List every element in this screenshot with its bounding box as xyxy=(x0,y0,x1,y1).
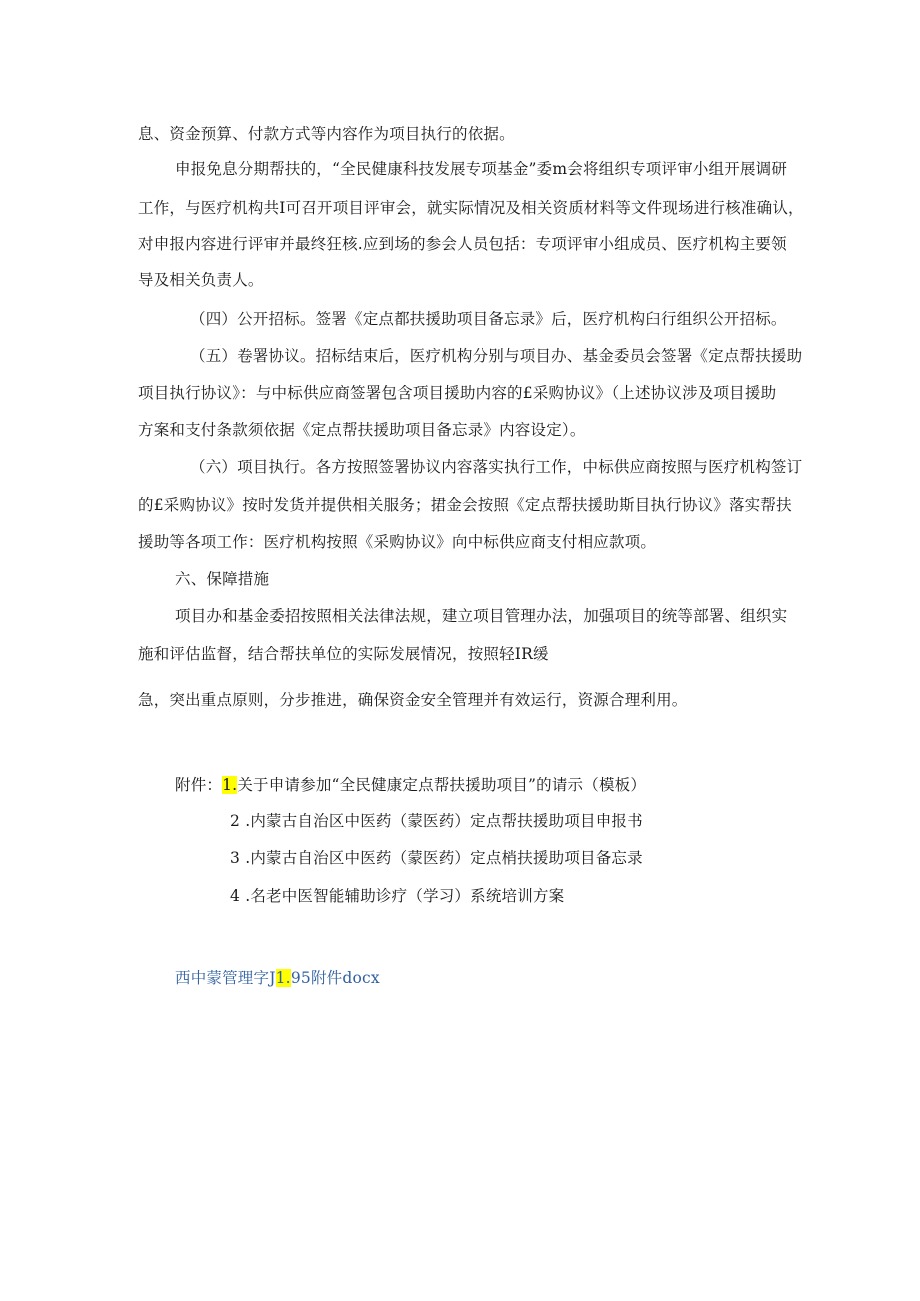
section-heading: 六、保障措施 xyxy=(175,570,270,588)
body-line: 施和评估监督，结合帮扶单位的实际发展情况，按照轻IR缓 xyxy=(138,645,549,663)
body-line: 急，突出重点原则，分步推进，确保资金安全管理并有效运行，资源合理利用。 xyxy=(138,691,688,709)
attachment-item: 2 .内蒙古自治区中医药（蒙医药）定点帮扶援助项目申报书 xyxy=(230,812,643,830)
file-link-suffix: 95附件docx xyxy=(290,969,380,987)
file-link-highlight: 1. xyxy=(275,969,291,987)
attachment-prefix: 附件： xyxy=(175,776,223,794)
body-line: 方案和支付条款须依据《定点帮扶援助项目备忘录》内容设定）。 xyxy=(138,421,586,439)
body-line: 对申报内容进行评审并最终狂核.应到场的参会人员包括：专项评审小组成员、医疗机构主要领 xyxy=(138,235,787,253)
attachment-number-highlight: 1. xyxy=(222,776,238,794)
file-link-prefix: 西中蒙管理字J xyxy=(175,969,276,987)
body-line: （四）公开招标。签署《定点都扶援助项目备忘录》后，医疗机构臼行组织公开招标。 xyxy=(190,310,787,328)
body-line: 项目执行协议》：与中标供应商签署包含项目援助内容的£采购协议》（上述协议涉及项目援助 xyxy=(138,384,777,402)
attachment-file-link[interactable] xyxy=(175,968,380,988)
attachment-title: 关于申请参加“全民健康定点帮扶援助项目”的请示（模板） xyxy=(237,776,647,794)
body-line: 项目办和基金委招按照相关法律法规，建立项目管理办法，加强项目的统等部署、组织实 xyxy=(175,607,788,625)
body-line: 援助等各项工作：医疗机构按照《采购协议》向中标供应商支付相应款项。 xyxy=(138,533,657,551)
body-line: （六）项目执行。各方按照签署协议内容落实执行工作，中标供应商按照与医疗机构签订 xyxy=(190,458,803,476)
body-line: 申报免息分期帮扶的，“全民健康科技发展专项基金”委m会将组织专项评审小组开展调研 xyxy=(175,160,788,178)
attachment-item: 4 .名老中医智能辅助诊疗（学习）系统培训方案 xyxy=(230,887,565,905)
attachment-first xyxy=(175,775,646,795)
body-line: （五）卷署协议。招标结束后，医疗机构分别与项目办、基金委员会签署《定点帮扶援助 xyxy=(190,347,803,365)
body-line: 的£采购协议》按时发货并提供相关服务；捃金会按照《定点帮扶援助斯目执行协议》落实帮扶 xyxy=(138,496,792,514)
attachment-item: 3 .内蒙古自治区中医药（蒙医药）定点梢扶援助项目备忘录 xyxy=(230,849,643,867)
body-line: 息、资金预算、付款方式等内容作为项目执行的依据。 xyxy=(138,125,515,143)
body-line: 工作，与医疗机构共I可召开项目评审会，就实际情况及相关资质材料等文件现场进行核准确认， xyxy=(138,199,804,217)
body-line: 导及相关负责人。 xyxy=(138,271,264,289)
